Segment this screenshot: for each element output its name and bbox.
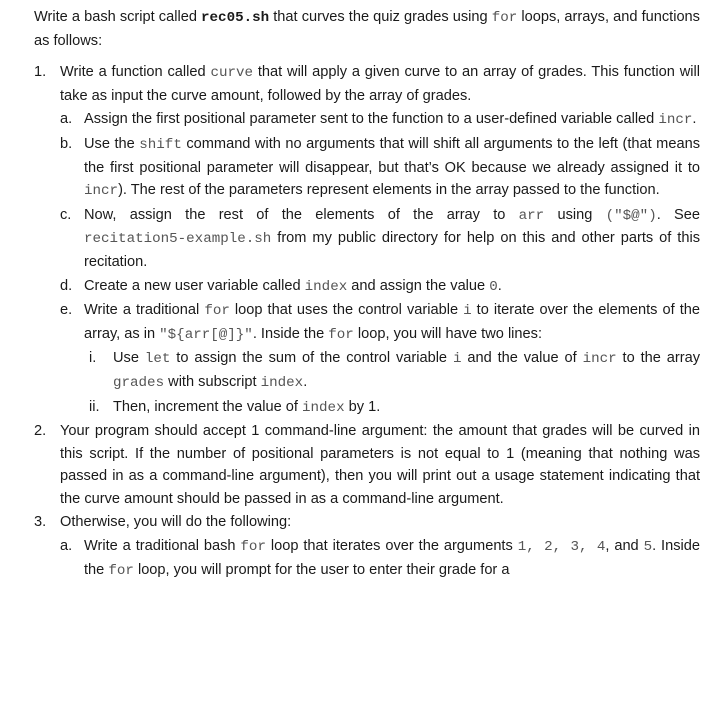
- code-shift: shift: [139, 136, 182, 153]
- code-zero: 0: [489, 278, 498, 295]
- text: . Inside the: [252, 325, 329, 342]
- text: Then, increment the value of: [113, 398, 303, 415]
- item-2-text: Your program should accept 1 command-line argument: the amount that grades will be curved in this script. If the number of positional parameters is not equal to 1 (meaning that nothing was passed in as a command-line argument), then you will print out a usage statement indicating that the curve amount should be passed in as a command-line argument.: [60, 423, 700, 507]
- main-list: [34, 61, 700, 582]
- roman-marker: ii.: [89, 398, 100, 415]
- text: .: [497, 277, 502, 294]
- text: and the value of: [461, 350, 583, 367]
- code-incr: incr: [658, 112, 693, 129]
- text: with subscript: [164, 373, 261, 390]
- text: ). The rest of the parameters represent elements in the array passed to the function.: [118, 182, 660, 199]
- code-args: 1, 2, 3, 4: [517, 539, 606, 556]
- text: Now, assign the rest of the elements of the array to: [84, 206, 519, 223]
- code-for: for: [108, 562, 134, 579]
- code-for: for: [204, 303, 230, 320]
- text: to iterate over the elements of the array, as in: [84, 302, 700, 342]
- intro-text: Write a bash script called: [34, 9, 202, 25]
- code-index: index: [260, 374, 304, 391]
- code-example-file: recitation5-example.sh: [84, 231, 272, 248]
- text: Write a traditional: [84, 302, 205, 319]
- code-incr: incr: [84, 183, 119, 200]
- text: command with no arguments that will shift all arguments to the left (that means the first positional parameter will disappear, but that’s OK because we already assigned it to: [84, 135, 700, 176]
- code-arr-expansion: "${arr[@]}": [159, 326, 253, 343]
- list-marker: c.: [60, 206, 72, 223]
- list-item-1a: [60, 108, 700, 132]
- text: and assign the value: [347, 277, 490, 294]
- code-array-expr: ("$@"): [605, 207, 657, 224]
- code-i: i: [463, 303, 472, 320]
- text: , and: [605, 538, 644, 555]
- code-let: let: [144, 351, 171, 368]
- text: to the array: [616, 350, 701, 367]
- text: Write a traditional bash: [84, 538, 241, 555]
- item-3-text: Otherwise, you will do the following:: [60, 514, 292, 531]
- text: that will apply a given curve to an array of grades. This function will take as input the curve amount, followed by the array of grades.: [60, 64, 700, 104]
- list-marker: d.: [60, 277, 73, 294]
- text: .: [303, 373, 308, 390]
- code-curve: curve: [210, 65, 254, 82]
- code-arr: arr: [518, 207, 545, 224]
- code-i: i: [452, 351, 462, 368]
- text: Write a function called: [60, 64, 211, 81]
- item-1e-text: [84, 299, 700, 346]
- item-1-text: [60, 61, 700, 107]
- list-marker: e.: [60, 302, 73, 319]
- text: using: [544, 206, 606, 223]
- text: .: [692, 111, 697, 128]
- text: Use: [113, 350, 145, 367]
- text: . Inside the: [84, 538, 700, 578]
- list-marker: [84, 396, 113, 420]
- intro-text: loops, arrays, and functions as follows:: [34, 9, 700, 49]
- code-for: for: [491, 10, 518, 26]
- roman-marker: i.: [89, 350, 97, 367]
- text: Use the: [84, 135, 140, 152]
- text: by 1.: [344, 398, 381, 415]
- text: loop that uses the control variable: [229, 302, 464, 319]
- text: Create a new user variable called: [84, 277, 305, 294]
- list-item-1e: [60, 299, 700, 419]
- list-marker: 3.: [34, 514, 47, 531]
- text: loop, you will prompt for the user to enter their grade for a: [133, 561, 510, 578]
- list-item-1d: [60, 275, 700, 299]
- script-name: rec05.sh: [201, 10, 270, 26]
- code-five: 5: [643, 539, 653, 556]
- list-item-1b: [60, 133, 700, 203]
- intro-text: that curves the quiz grades using: [269, 9, 492, 25]
- list-item-1c: [60, 204, 700, 274]
- list-marker: b.: [60, 135, 73, 152]
- list-item-1e-i: [84, 347, 700, 394]
- list-marker: 2.: [34, 423, 47, 440]
- code-index: index: [302, 399, 345, 416]
- list-item-3: [34, 511, 700, 582]
- list-marker: a.: [60, 111, 73, 128]
- text: loop that iterates over the arguments: [265, 538, 518, 555]
- code-index: index: [304, 278, 348, 295]
- list-item-1e-ii: [84, 396, 700, 420]
- text: to assign the sum of the control variable: [170, 350, 453, 367]
- list-item-3a: [60, 535, 700, 582]
- code-for: for: [328, 326, 354, 343]
- intro-paragraph: [34, 6, 700, 52]
- code-incr: incr: [582, 351, 617, 368]
- code-for: for: [240, 539, 266, 556]
- text: from my public directory for help on this and other parts of this recitation.: [84, 230, 700, 270]
- text: loop, you will have two lines:: [353, 325, 543, 342]
- list-marker: 1.: [34, 64, 47, 81]
- code-grades: grades: [113, 374, 165, 391]
- text: . See: [656, 206, 700, 223]
- list-marker: [84, 347, 113, 394]
- list-marker: a.: [60, 538, 73, 555]
- list-item-2: [34, 420, 700, 510]
- text: Assign the first positional parameter sent to the function to a user-defined variable called: [84, 111, 659, 128]
- list-item-1: [34, 61, 700, 419]
